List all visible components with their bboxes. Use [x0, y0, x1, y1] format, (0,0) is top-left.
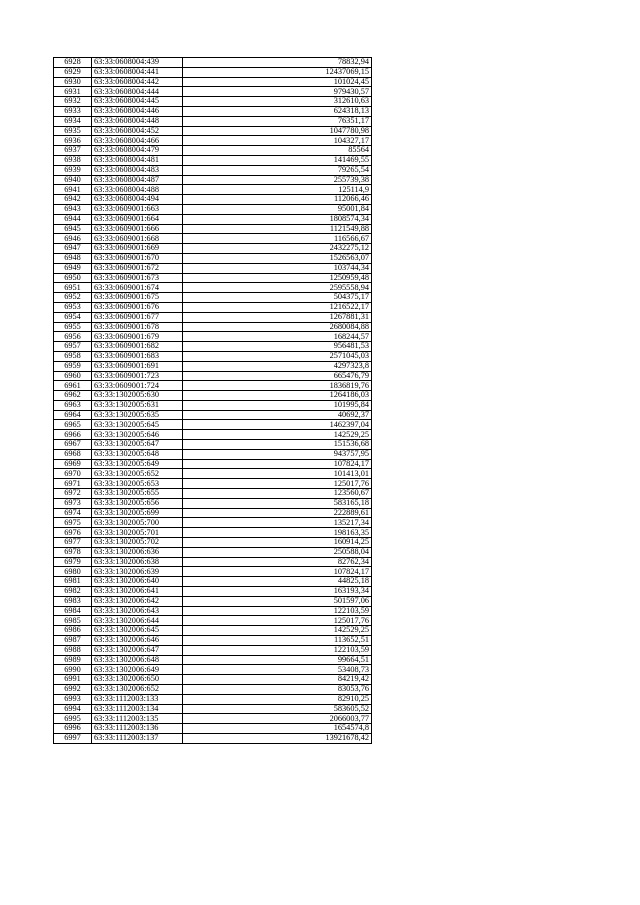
value-cell: 624318,13 — [183, 106, 372, 116]
table-row — [54, 204, 372, 214]
cadastral-number-cell: 63:33:1302005:702 — [92, 538, 183, 548]
table-row — [54, 263, 372, 273]
table-row — [54, 655, 372, 665]
cadastral-number-cell: 63:33:1302005:653 — [92, 479, 183, 489]
row-number-cell: 6942 — [54, 195, 92, 205]
table-row — [54, 371, 372, 381]
value-cell: 142529,25 — [183, 430, 372, 440]
value-cell: 142529,25 — [183, 626, 372, 636]
cadastral-number-cell: 63:33:1112003:133 — [92, 694, 183, 704]
cadastral-number-cell: 63:33:1302006:636 — [92, 547, 183, 557]
value-cell: 2066003,77 — [183, 714, 372, 724]
cadastral-number-cell: 63:33:1112003:135 — [92, 714, 183, 724]
table-row — [54, 528, 372, 538]
cadastral-number-cell: 63:33:1112003:134 — [92, 704, 183, 714]
value-cell: 4297323,8 — [183, 361, 372, 371]
cadastral-number-cell: 63:33:0609001:678 — [92, 322, 183, 332]
table-row — [54, 136, 372, 146]
value-cell: 151536,68 — [183, 440, 372, 450]
table-row — [54, 420, 372, 430]
cadastral-number-cell: 63:33:0609001:682 — [92, 342, 183, 352]
row-number-cell: 6938 — [54, 155, 92, 165]
cadastral-number-cell: 63:33:1302005:655 — [92, 489, 183, 499]
value-cell: 1267881,31 — [183, 312, 372, 322]
table-row — [54, 165, 372, 175]
cadastral-number-cell: 63:33:0609001:668 — [92, 234, 183, 244]
cadastral-number-cell: 63:33:1302005:648 — [92, 449, 183, 459]
table-row — [54, 440, 372, 450]
row-number-cell: 6978 — [54, 547, 92, 557]
cadastral-number-cell: 63:33:0609001:664 — [92, 214, 183, 224]
row-number-cell: 6960 — [54, 371, 92, 381]
value-cell: 250588,04 — [183, 547, 372, 557]
row-number-cell: 6977 — [54, 538, 92, 548]
value-cell: 583165,18 — [183, 498, 372, 508]
value-cell: 82762,34 — [183, 557, 372, 567]
row-number-cell: 6944 — [54, 214, 92, 224]
row-number-cell: 6963 — [54, 400, 92, 410]
table-row — [54, 253, 372, 263]
row-number-cell: 6981 — [54, 577, 92, 587]
value-cell: 163193,34 — [183, 587, 372, 597]
value-cell: 222889,61 — [183, 508, 372, 518]
table-row — [54, 518, 372, 528]
row-number-cell: 6997 — [54, 733, 92, 743]
table-row — [54, 557, 372, 567]
row-number-cell: 6941 — [54, 185, 92, 195]
cadastral-number-cell: 63:33:1302005:656 — [92, 498, 183, 508]
row-number-cell: 6980 — [54, 567, 92, 577]
cadastral-number-cell: 63:33:1302006:639 — [92, 567, 183, 577]
table-body — [54, 58, 372, 744]
cadastral-number-cell: 63:33:1302005:646 — [92, 430, 183, 440]
value-cell: 40692,37 — [183, 410, 372, 420]
cadastral-number-cell: 63:33:0609001:666 — [92, 224, 183, 234]
row-number-cell: 6952 — [54, 293, 92, 303]
value-cell: 583605,52 — [183, 704, 372, 714]
cadastral-number-cell: 63:33:1302006:647 — [92, 645, 183, 655]
table-row — [54, 332, 372, 342]
cadastral-number-cell: 63:33:0608004:446 — [92, 106, 183, 116]
cadastral-number-cell: 63:33:0609001:670 — [92, 253, 183, 263]
value-cell: 141469,55 — [183, 155, 372, 165]
value-cell: 85564 — [183, 146, 372, 156]
cadastral-number-cell: 63:33:0608004:445 — [92, 97, 183, 107]
table-row — [54, 508, 372, 518]
value-cell: 122103,59 — [183, 606, 372, 616]
cadastral-number-cell: 63:33:1302006:646 — [92, 636, 183, 646]
value-cell: 1047780,98 — [183, 126, 372, 136]
value-cell: 255739,38 — [183, 175, 372, 185]
table-row — [54, 469, 372, 479]
value-cell: 53408,73 — [183, 665, 372, 675]
cadastral-number-cell: 63:33:0608004:466 — [92, 136, 183, 146]
table-row — [54, 596, 372, 606]
value-cell: 1654574,8 — [183, 724, 372, 734]
value-cell: 13921678,42 — [183, 733, 372, 743]
row-number-cell: 6996 — [54, 724, 92, 734]
value-cell: 78832,94 — [183, 58, 372, 68]
table-row — [54, 400, 372, 410]
row-number-cell: 6974 — [54, 508, 92, 518]
value-cell: 2595558,94 — [183, 283, 372, 293]
table-row — [54, 733, 372, 743]
cadastral-number-cell: 63:33:0609001:676 — [92, 302, 183, 312]
cadastral-number-cell: 63:33:1302005:701 — [92, 528, 183, 538]
table-row — [54, 694, 372, 704]
row-number-cell: 6949 — [54, 263, 92, 273]
value-cell: 12437069,15 — [183, 67, 372, 77]
row-number-cell: 6975 — [54, 518, 92, 528]
value-cell: 665476,79 — [183, 371, 372, 381]
value-cell: 198163,35 — [183, 528, 372, 538]
value-cell: 113652,51 — [183, 636, 372, 646]
table-row — [54, 577, 372, 587]
cadastral-number-cell: 63:33:0609001:674 — [92, 283, 183, 293]
row-number-cell: 6967 — [54, 440, 92, 450]
table-row — [54, 293, 372, 303]
table-row — [54, 567, 372, 577]
table-row — [54, 479, 372, 489]
cadastral-number-cell: 63:33:0609001:673 — [92, 273, 183, 283]
row-number-cell: 6994 — [54, 704, 92, 714]
value-cell: 125017,76 — [183, 616, 372, 626]
value-cell: 82910,25 — [183, 694, 372, 704]
row-number-cell: 6948 — [54, 253, 92, 263]
value-cell: 122103,59 — [183, 645, 372, 655]
value-cell: 2432275,12 — [183, 244, 372, 254]
table-row — [54, 685, 372, 695]
value-cell: 943757,95 — [183, 449, 372, 459]
table-row — [54, 126, 372, 136]
table-row — [54, 273, 372, 283]
table-row — [54, 312, 372, 322]
table-row — [54, 58, 372, 68]
table-row — [54, 636, 372, 646]
table-row — [54, 77, 372, 87]
cadastral-number-cell: 63:33:0608004:488 — [92, 185, 183, 195]
value-cell: 44825,18 — [183, 577, 372, 587]
row-number-cell: 6946 — [54, 234, 92, 244]
row-number-cell: 6936 — [54, 136, 92, 146]
cadastral-number-cell: 63:33:0609001:679 — [92, 332, 183, 342]
value-cell: 1216522,17 — [183, 302, 372, 312]
table-row — [54, 234, 372, 244]
value-cell: 123560,67 — [183, 489, 372, 499]
cadastral-number-cell: 63:33:1302005:652 — [92, 469, 183, 479]
cadastral-number-cell: 63:33:1302005:631 — [92, 400, 183, 410]
row-number-cell: 6956 — [54, 332, 92, 342]
value-cell: 2571045,03 — [183, 351, 372, 361]
row-number-cell: 6937 — [54, 146, 92, 156]
table-row — [54, 449, 372, 459]
table-row — [54, 704, 372, 714]
cadastral-number-cell: 63:33:1302006:641 — [92, 587, 183, 597]
value-cell: 125114,9 — [183, 185, 372, 195]
value-cell: 101413,01 — [183, 469, 372, 479]
value-cell: 95001,84 — [183, 204, 372, 214]
cadastral-number-cell: 63:33:0608004:448 — [92, 116, 183, 126]
cadastral-number-cell: 63:33:0609001:672 — [92, 263, 183, 273]
table-row — [54, 155, 372, 165]
row-number-cell: 6930 — [54, 77, 92, 87]
cadastral-number-cell: 63:33:1302006:640 — [92, 577, 183, 587]
value-cell: 168244,57 — [183, 332, 372, 342]
cadastral-number-cell: 63:33:1302005:699 — [92, 508, 183, 518]
row-number-cell: 6991 — [54, 675, 92, 685]
row-number-cell: 6979 — [54, 557, 92, 567]
row-number-cell: 6966 — [54, 430, 92, 440]
row-number-cell: 6992 — [54, 685, 92, 695]
table-row — [54, 195, 372, 205]
row-number-cell: 6987 — [54, 636, 92, 646]
cadastral-number-cell: 63:33:1302005:630 — [92, 391, 183, 401]
row-number-cell: 6990 — [54, 665, 92, 675]
row-number-cell: 6995 — [54, 714, 92, 724]
value-cell: 956481,53 — [183, 342, 372, 352]
table-row — [54, 645, 372, 655]
cadastral-number-cell: 63:33:0609001:669 — [92, 244, 183, 254]
cadastral-number-cell: 63:33:1302005:635 — [92, 410, 183, 420]
table-row — [54, 616, 372, 626]
cadastral-number-cell: 63:33:0609001:677 — [92, 312, 183, 322]
table-row — [54, 587, 372, 597]
cadastral-number-cell: 63:33:1302006:648 — [92, 655, 183, 665]
row-number-cell: 6931 — [54, 87, 92, 97]
row-number-cell: 6965 — [54, 420, 92, 430]
value-cell: 101024,45 — [183, 77, 372, 87]
value-cell: 501597,06 — [183, 596, 372, 606]
value-cell: 312610,63 — [183, 97, 372, 107]
cadastral-number-cell: 63:33:1302005:645 — [92, 420, 183, 430]
row-number-cell: 6984 — [54, 606, 92, 616]
cadastral-number-cell: 63:33:1302005:647 — [92, 440, 183, 450]
row-number-cell: 6935 — [54, 126, 92, 136]
row-number-cell: 6973 — [54, 498, 92, 508]
table-row — [54, 224, 372, 234]
value-cell: 160914,25 — [183, 538, 372, 548]
row-number-cell: 6955 — [54, 322, 92, 332]
row-number-cell: 6988 — [54, 645, 92, 655]
row-number-cell: 6943 — [54, 204, 92, 214]
table-row — [54, 87, 372, 97]
cadastral-number-cell: 63:33:1302006:643 — [92, 606, 183, 616]
cadastral-number-cell: 63:33:0608004:444 — [92, 87, 183, 97]
cadastral-number-cell: 63:33:0609001:675 — [92, 293, 183, 303]
table-row — [54, 283, 372, 293]
table-row — [54, 391, 372, 401]
cadastral-number-cell: 63:33:1112003:137 — [92, 733, 183, 743]
cadastral-number-cell: 63:33:0608004:442 — [92, 77, 183, 87]
table-row — [54, 538, 372, 548]
value-cell: 1121549,88 — [183, 224, 372, 234]
cadastral-number-cell: 63:33:0608004:494 — [92, 195, 183, 205]
cadastral-number-cell: 63:33:0608004:487 — [92, 175, 183, 185]
row-number-cell: 6968 — [54, 449, 92, 459]
table-row — [54, 244, 372, 254]
cadastral-number-cell: 63:33:0609001:663 — [92, 204, 183, 214]
cadastral-number-cell: 63:33:0609001:691 — [92, 361, 183, 371]
table-row — [54, 302, 372, 312]
row-number-cell: 6934 — [54, 116, 92, 126]
row-number-cell: 6954 — [54, 312, 92, 322]
value-cell: 1526563,07 — [183, 253, 372, 263]
table-row — [54, 675, 372, 685]
value-cell: 76351,17 — [183, 116, 372, 126]
table-row — [54, 361, 372, 371]
table-row — [54, 106, 372, 116]
value-cell: 2680084,88 — [183, 322, 372, 332]
value-cell: 979430,57 — [183, 87, 372, 97]
value-cell: 1808574,34 — [183, 214, 372, 224]
cadastral-number-cell: 63:33:1302006:638 — [92, 557, 183, 567]
table-row — [54, 351, 372, 361]
row-number-cell: 6953 — [54, 302, 92, 312]
value-cell: 79265,54 — [183, 165, 372, 175]
value-cell: 504375,17 — [183, 293, 372, 303]
row-number-cell: 6976 — [54, 528, 92, 538]
table-row — [54, 430, 372, 440]
value-cell: 112066,46 — [183, 195, 372, 205]
cadastral-number-cell: 63:33:1302006:649 — [92, 665, 183, 675]
table-row — [54, 381, 372, 391]
row-number-cell: 6993 — [54, 694, 92, 704]
cadastral-number-cell: 63:33:0608004:481 — [92, 155, 183, 165]
value-cell: 84219,42 — [183, 675, 372, 685]
value-cell: 103744,34 — [183, 263, 372, 273]
cadastral-number-cell: 63:33:0608004:441 — [92, 67, 183, 77]
table-row — [54, 175, 372, 185]
table-row — [54, 498, 372, 508]
row-number-cell: 6940 — [54, 175, 92, 185]
row-number-cell: 6933 — [54, 106, 92, 116]
table-row — [54, 410, 372, 420]
table-row — [54, 97, 372, 107]
value-cell: 107824,17 — [183, 567, 372, 577]
table-row — [54, 342, 372, 352]
cadastral-number-cell: 63:33:1302005:700 — [92, 518, 183, 528]
row-number-cell: 6982 — [54, 587, 92, 597]
row-number-cell: 6958 — [54, 351, 92, 361]
cadastral-number-cell: 63:33:1302006:644 — [92, 616, 183, 626]
value-cell: 83053,76 — [183, 685, 372, 695]
table-row — [54, 185, 372, 195]
cadastral-number-cell: 63:33:0608004:479 — [92, 146, 183, 156]
cadastral-number-cell: 63:33:1302006:642 — [92, 596, 183, 606]
table-row — [54, 665, 372, 675]
value-cell: 1836819,76 — [183, 381, 372, 391]
cadastral-number-cell: 63:33:0609001:683 — [92, 351, 183, 361]
table-row — [54, 626, 372, 636]
value-cell: 107824,17 — [183, 459, 372, 469]
value-cell: 1250959,48 — [183, 273, 372, 283]
row-number-cell: 6985 — [54, 616, 92, 626]
cadastral-number-cell: 63:33:1302006:652 — [92, 685, 183, 695]
row-number-cell: 6947 — [54, 244, 92, 254]
table-row — [54, 489, 372, 499]
cadastral-number-cell: 63:33:0609001:724 — [92, 381, 183, 391]
data-table — [53, 57, 372, 744]
cadastral-number-cell: 63:33:1302005:649 — [92, 459, 183, 469]
row-number-cell: 6932 — [54, 97, 92, 107]
row-number-cell: 6951 — [54, 283, 92, 293]
cadastral-number-cell: 63:33:1302006:650 — [92, 675, 183, 685]
row-number-cell: 6962 — [54, 391, 92, 401]
value-cell: 99664,51 — [183, 655, 372, 665]
value-cell: 101995,84 — [183, 400, 372, 410]
row-number-cell: 6964 — [54, 410, 92, 420]
row-number-cell: 6989 — [54, 655, 92, 665]
table-row — [54, 459, 372, 469]
table-row — [54, 724, 372, 734]
table-row — [54, 146, 372, 156]
row-number-cell: 6957 — [54, 342, 92, 352]
row-number-cell: 6945 — [54, 224, 92, 234]
row-number-cell: 6971 — [54, 479, 92, 489]
row-number-cell: 6986 — [54, 626, 92, 636]
table-row — [54, 606, 372, 616]
table-row — [54, 322, 372, 332]
value-cell: 135217,34 — [183, 518, 372, 528]
value-cell: 125017,76 — [183, 479, 372, 489]
row-number-cell: 6939 — [54, 165, 92, 175]
cadastral-number-cell: 63:33:1112003:136 — [92, 724, 183, 734]
row-number-cell: 6969 — [54, 459, 92, 469]
value-cell: 104327,17 — [183, 136, 372, 146]
row-number-cell: 6928 — [54, 58, 92, 68]
cadastral-number-cell: 63:33:0608004:483 — [92, 165, 183, 175]
table-row — [54, 547, 372, 557]
value-cell: 1462397,04 — [183, 420, 372, 430]
row-number-cell: 6961 — [54, 381, 92, 391]
table-row — [54, 714, 372, 724]
row-number-cell: 6929 — [54, 67, 92, 77]
table-row — [54, 116, 372, 126]
row-number-cell: 6983 — [54, 596, 92, 606]
cadastral-number-cell: 63:33:1302006:645 — [92, 626, 183, 636]
row-number-cell: 6959 — [54, 361, 92, 371]
value-cell: 1264186,03 — [183, 391, 372, 401]
value-cell: 116566,67 — [183, 234, 372, 244]
row-number-cell: 6972 — [54, 489, 92, 499]
row-number-cell: 6970 — [54, 469, 92, 479]
table-row — [54, 214, 372, 224]
cadastral-number-cell: 63:33:0609001:723 — [92, 371, 183, 381]
cadastral-number-cell: 63:33:0608004:452 — [92, 126, 183, 136]
row-number-cell: 6950 — [54, 273, 92, 283]
cadastral-number-cell: 63:33:0608004:439 — [92, 58, 183, 68]
table-row — [54, 67, 372, 77]
